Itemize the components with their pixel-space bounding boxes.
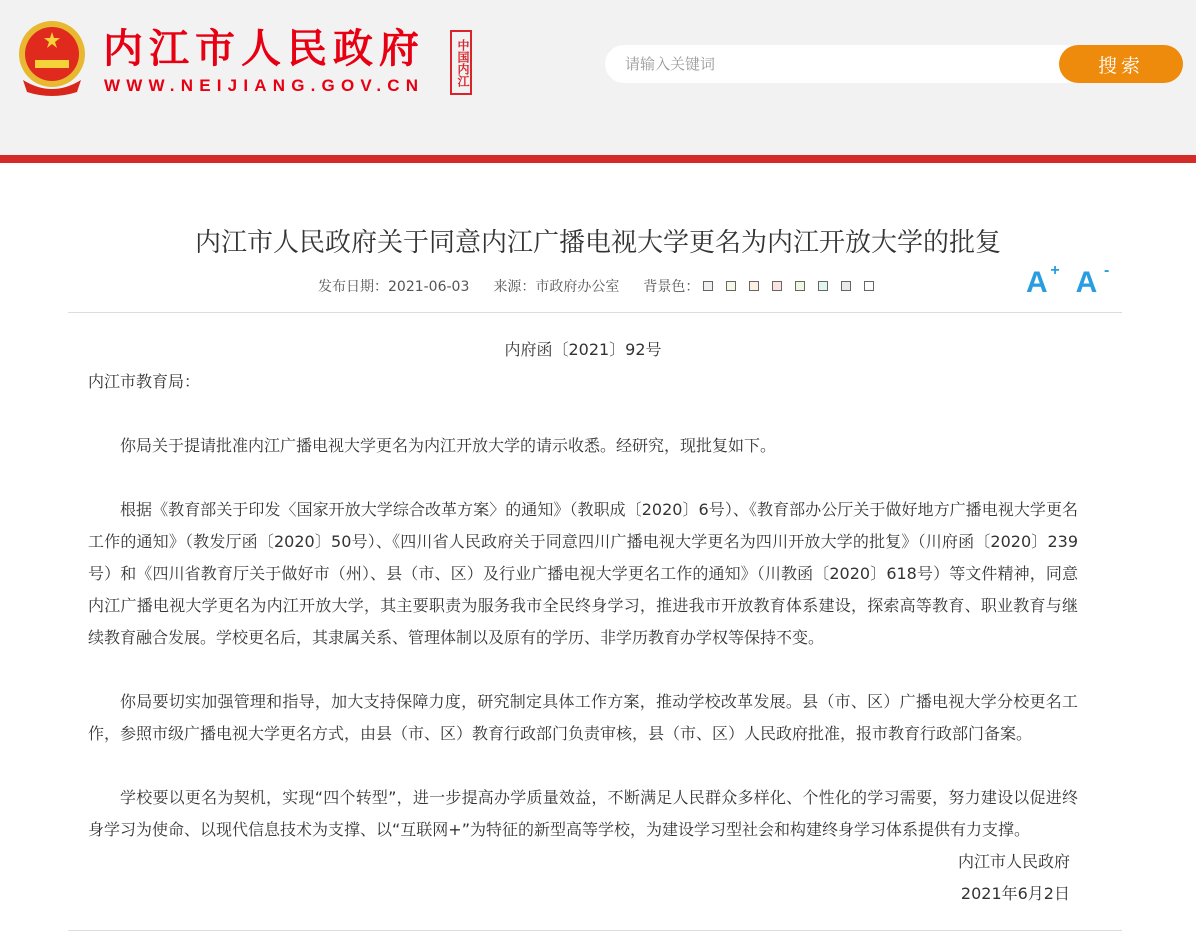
source-label: 来源： [493, 279, 536, 295]
bg-color-label: 背景色： [643, 279, 700, 295]
sign-date: 2021年6月2日 [960, 884, 1070, 903]
bg-swatch-1[interactable] [703, 281, 713, 291]
font-increase-button[interactable] [1026, 262, 1060, 300]
header-red-bar [0, 155, 1196, 163]
article-body [88, 334, 1078, 910]
meta-divider [68, 312, 1122, 313]
source-value: 市政府办公室 [535, 279, 620, 295]
bg-swatch-4[interactable] [772, 281, 782, 291]
plus-icon: + [1050, 262, 1060, 279]
bg-swatch-2[interactable] [726, 281, 736, 291]
source [493, 276, 619, 296]
salutation: 内江市教育局： [88, 372, 201, 391]
signature: 内江市人民政府 [957, 852, 1070, 871]
doc-number: 内府函〔2021〕92号 [504, 340, 662, 359]
site-name[interactable]: 内江市人民政府 [103, 26, 425, 72]
seal-logo [450, 30, 472, 95]
bg-swatch-8[interactable] [864, 281, 874, 291]
article-title: 内江市人民政府关于同意内江广播电视大学更名为内江开放大学的批复 [194, 228, 1001, 258]
font-decrease-button[interactable] [1075, 262, 1110, 300]
seal-text: 中国内江 [456, 38, 470, 87]
bg-swatch-5[interactable] [795, 281, 805, 291]
bg-swatch-3[interactable] [749, 281, 759, 291]
font-size-controls [1026, 262, 1110, 300]
paragraph: 你局关于提请批准内江广播电视大学更名为内江开放大学的请示收悉。经研究，现批复如下。 [120, 436, 777, 455]
paragraph: 根据《教育部关于印发〈国家开放大学综合改革方案〉的通知》（教职成〔2020〕6号）、《教育部办公厅关于做好地方广播电视大学更名工作的通知》（教发厅函〔2020〕50号）、《四川省人民政府关于同意四川广播电视大学更名为四川开放大学的批复》（川府函〔2020〕239号）和《四川省教育厅关于做好市（州）、县（市、区）及行业广播电视大学更名工作的通知》（川教函〔2020〕618号）等文件精神，同意内江广播电视大学更名为内江开放大学，其主要职责为服务我市全民终身学习，推进我市开放教育体系建设，探索高等教育、职业教育与继续教育融合发展。学校更名后，其隶属关系、管理体制以及原有的学历、非学历教育办学权等保持不变。 [88, 500, 1078, 647]
paragraph: 你局要切实加强管理和指导，加大支持保障力度，研究制定具体工作方案，推动学校改革发展。县（市、区）广播电视大学分校更名工作，参照市级广播电视大学更名方式，由县（市、区）教育行政部门负责审核，县（市、区）人民政府批准，报市教育行政部门备案。 [88, 692, 1078, 743]
font-decrease-label: A [1075, 266, 1098, 299]
bottom-divider [68, 930, 1122, 931]
national-emblem-icon [15, 20, 89, 96]
search-input[interactable] [625, 45, 1045, 83]
font-increase-label: A [1026, 266, 1048, 299]
paragraph: 学校要以更名为契机，实现“四个转型”，进一步提高办学质量效益，不断满足人民群众多样化、个性化的学习需要，努力建设以促进终身学习为使命、以现代信息技术为支撑、以“互联网+”为特征的新型高等学校，为建设学习型社会和构建终身学习体系提供有力支撑。 [88, 788, 1078, 839]
minus-icon: - [1104, 262, 1110, 279]
bg-swatch-6[interactable] [818, 281, 828, 291]
site-url: WWW.NEIJIANG.GOV.CN [104, 76, 425, 95]
bg-swatch-7[interactable] [841, 281, 851, 291]
search-box [605, 45, 1183, 83]
date-label: 发布日期： [318, 279, 388, 295]
search-button[interactable]: 搜索 [1059, 45, 1183, 83]
article-meta [318, 276, 887, 296]
publish-date [318, 276, 469, 296]
date-value: 2021-06-03 [388, 279, 470, 295]
site-header [0, 0, 1196, 155]
